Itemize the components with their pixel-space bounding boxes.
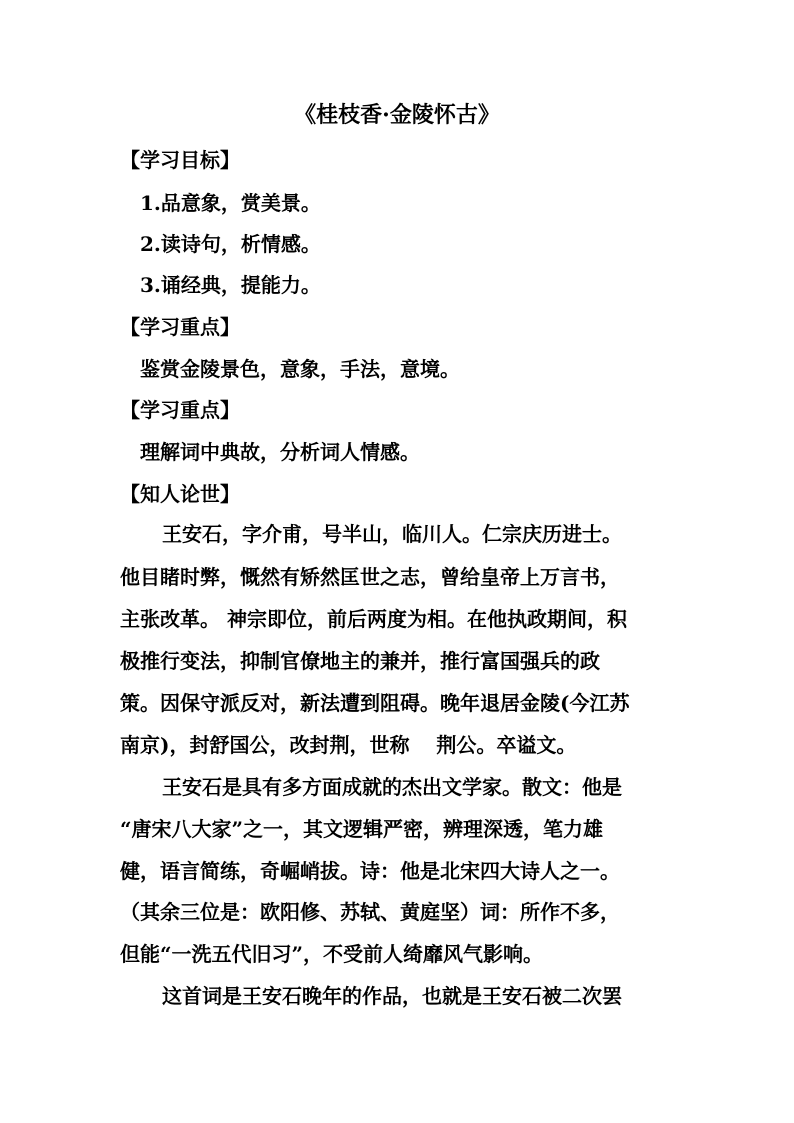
key-points-text: 鉴赏金陵景色，意象，手法，意境。 (140, 357, 460, 381)
paragraph-2-line-2: “唐宋八大家”之一，其文逻辑严密，辨理深透，笔力雄 (120, 817, 604, 841)
key-points-2-text: 理解词中典故，分析词人情感。 (140, 440, 420, 464)
paragraph-2-line-3: 健，语言简练，奇崛峭拔。诗：他是北宋四大诗人之一。 (120, 859, 620, 883)
objective-item-2: 2.读诗句，析情感。 (140, 232, 321, 256)
paragraph-1-line-5: 策。因保守派反对，新法遭到阻碍。晚年退居金陵(今江苏 (120, 691, 630, 715)
key-points-heading: 【学习重点】 (120, 315, 240, 339)
key-points-2-heading: 【学习重点】 (120, 398, 240, 422)
objective-item-3: 3.诵经典，提能力。 (140, 273, 321, 297)
objectives-heading: 【学习目标】 (120, 148, 240, 172)
paragraph-2-line-5: 但能“一洗五代旧习”，不受前人绮靡风气影响。 (120, 942, 544, 966)
background-heading: 【知人论世】 (120, 482, 240, 506)
paragraph-3-line-1: 这首词是王安石晚年的作品，也就是王安石被二次罢 (162, 984, 622, 1008)
paragraph-2-line-1: 王安石是具有多方面成就的杰出文学家。散文：他是 (162, 775, 622, 799)
paragraph-1-line-4: 极推行变法，抑制官僚地主的兼并，推行富国强兵的政 (120, 649, 600, 673)
paragraph-1-line-6: 南京)，封舒国公，改封荆，世称 荆公。卒谥文。 (120, 733, 577, 757)
paragraph-1-line-3: 主张改革。 神宗即位，前后两度为相。在他执政期间，积 (120, 607, 627, 631)
paragraph-1-line-2: 他目睹时弊，慨然有矫然匡世之志，曾给皇帝上万言书， (120, 565, 620, 589)
objective-item-1: 1.品意象，赏美景。 (140, 191, 321, 215)
paragraph-1-line-1: 王安石，字介甫，号半山，临川人。仁宗庆历进士。 (162, 522, 622, 546)
document-title: 《桂枝香·金陵怀古》 (294, 102, 500, 128)
paragraph-2-line-4: （其余三位是：欧阳修、苏轼、黄庭坚）词：所作不多， (120, 900, 620, 924)
